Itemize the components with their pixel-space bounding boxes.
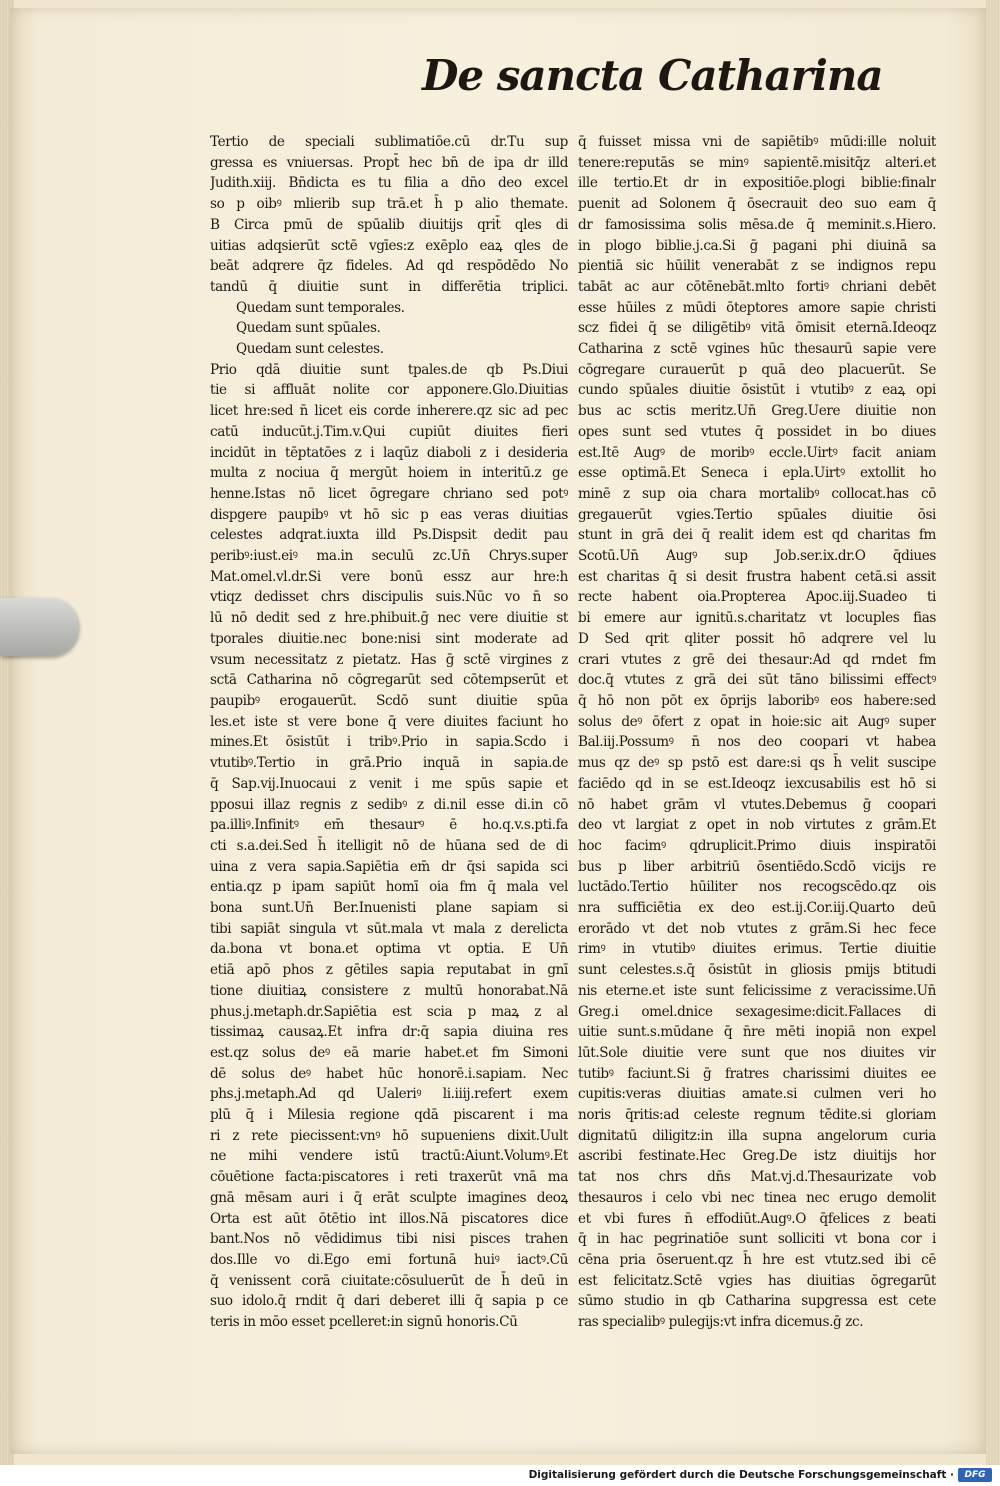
text-line: recte habent oia.Propterea Apoc.iij.Suadeo ti xyxy=(578,589,936,606)
text-line: entia.qz p ipam sapiūt homī oia fm q̄ mala vel xyxy=(210,879,568,896)
text-line: plū q̄ i Milesia regione qdā piscarent i ma xyxy=(210,1107,568,1124)
text-line: ne mihi vendere istū tractū:Aiunt.Volumꝰ.Et xyxy=(210,1148,568,1165)
text-line: bus ac sctis meritz.Un̄ Greg.Uere diuitie non xyxy=(578,403,936,420)
text-line: licet hre:sed n̄ licet eis corde inherere.qz sic ad pec xyxy=(210,403,568,420)
text-line: tie si affluāt nolite cor apponere.Glo.Diuitias xyxy=(210,382,568,399)
text-line: tat nos chrs dn̄s Mat.vj.d.Thesaurizate vob xyxy=(578,1169,936,1186)
dfg-logo: DFG xyxy=(958,1468,992,1482)
text-line: cōgregare curauerūt p quā deo placuerūt. Se xyxy=(578,361,936,378)
text-line: tabāt ac aur cōtēnebāt.mlto fortiꝰ chriani debēt xyxy=(578,278,936,295)
text-line: vsum necessitatz z pietatz. Has ḡ sctē virgines z xyxy=(210,651,568,668)
text-line: B Circa pmū de spūalib diuitijs qrit̄ qles di xyxy=(210,216,568,233)
text-line: esse hūiles z mūdi ōteptores amore sapie christi xyxy=(578,299,936,316)
text-line: uitias adqsierūt sctē vgīes:z exēplo eaꝝ qles de xyxy=(210,237,568,254)
text-line: pientiā sic hūilit venerabāt z se indignos repu xyxy=(578,258,936,275)
text-line: et vbi fures n̄ effodiūt.Augꝰ.O q̄felices z beati xyxy=(578,1210,936,1227)
text-line: peribꝰ:iust.eiꝰ ma.in seculū zc.Un̄ Chrys.super xyxy=(210,548,568,565)
text-line: est.Itē Augꝰ de moribꝰ eccle.Uirtꝰ facit aniam xyxy=(578,444,936,461)
text-line: tporales diuitie.nec bone:nisi sint moderate ad xyxy=(210,630,568,647)
page-clip xyxy=(0,598,78,656)
running-title: De sancta Catharina xyxy=(422,51,883,100)
text-line: bus p liber arbitriū ōsentiēdo.Scdō vicijs re xyxy=(578,858,936,875)
text-line: opes sunt sed vtutes q̄ possidet in bo diues xyxy=(578,423,936,440)
text-line: q̄ hō non pōt ex ōprijs laboribꝰ eos habere:sed xyxy=(578,692,936,709)
text-line: D Sed qrit qliter possit hō adqrere vel lu xyxy=(578,630,936,647)
text-line: Scotū.Un̄ Augꝰ sup Job.ser.ix.dr.O q̄diues xyxy=(578,548,936,565)
text-line: etiā apō phos z gētiles sapia reputabat in gnī xyxy=(210,962,568,979)
text-line: stunt in grā dei q̄ realit idem est qd charitas fm xyxy=(578,527,936,544)
text-line: luctādo.Tertio hūiliter nos recogscēdo.qz ois xyxy=(578,879,936,896)
text-line: deo vt largiat z opet in nob virtutes z grām.Et xyxy=(578,817,936,834)
text-line: bant.Nos nō vēdidimus tibi nisi pisces trahen xyxy=(210,1231,568,1248)
text-line: sūmo studio in qb Catharina supgressa est cete xyxy=(578,1293,936,1310)
text-line: bi emere aur ignitū.s.charitatz vt locuples fias xyxy=(578,610,936,627)
text-line: solus deꝰ ōfert z opat in hoie:sic ait Augꝰ super xyxy=(578,713,936,730)
text-line: faciēdo qd in se est.Ideoqz iexcusabilis est hō si xyxy=(578,775,936,792)
text-line: mines.Et ōsistūt i tribꝰ.Prio in sapia.Scdo i xyxy=(210,734,568,751)
text-line: Quedam sunt celestes. xyxy=(236,341,384,358)
text-line: q̄ venissent corā ciuitate:cōsuluerūt de h̄ deū in xyxy=(210,1272,568,1289)
text-line: nis eterne.et iste sunt felicissime z veracissime.Un̄ xyxy=(578,982,936,999)
text-line: so p oibꝰ mlierib sup trā.et h̄ p alio themate. xyxy=(210,196,568,213)
text-line: q̄ fuisset missa vni de sapiētibꝰ mūdi:ille noluit xyxy=(578,134,936,150)
text-line: tutibꝰ faciunt.Si ḡ fratres charissimi diuites ee xyxy=(578,1065,936,1082)
text-line: minē z sup oia chara mortalibꝰ collocat.has cō xyxy=(578,485,936,502)
text-line: noris q̄ritis:ad celeste regnum tēdite.si gloriam xyxy=(578,1107,936,1124)
text-line: ascribi festinate.Hec Greg.De istz diuitijs hor xyxy=(578,1148,936,1165)
text-line: dr famosissima solis mēsa.de q̄ meminit.s.Hiero. xyxy=(578,216,936,233)
text-line: Greg.i omel.dnice sexagesime:dicit.Fallaces di xyxy=(578,1003,936,1020)
text-line: cundo spūales diuitie ōsistūt i vtutibꝰ z eaꝝ opi xyxy=(578,382,936,399)
text-line: Prio qdā diuitie sunt tpales.de qb Ps.Diui xyxy=(210,361,568,378)
text-line: cōuētione facta:piscatores i reti traxerūt vnā ma xyxy=(210,1169,568,1186)
text-line: est charitas q̄ si desit frustra habent cetā.si assit xyxy=(578,568,936,585)
text-line: phs.j.metaph.Ad qd Ualeriꝰ li.iiij.refert exem xyxy=(210,1086,568,1103)
text-line: pa.illiꝰ.Infinitꝰ em̄ thesaurꝰ ē ho.q.v.s.pti.fa xyxy=(210,817,568,834)
text-line: lū nō dedit sed z hre.phibuit.ḡ nec vere diuitie st xyxy=(210,610,568,627)
text-line: thesauros i celo vbi nec tinea nec erugo demolit xyxy=(578,1189,936,1206)
text-line: paupibꝰ erogauerūt. Scdō sunt diuitie spūa xyxy=(210,692,568,709)
text-line: tissimaꝝ causaꝝ.Et infra dr:q̄ sapia diuina res xyxy=(210,1024,568,1041)
text-line: ras specialibꝰ pulegijs:vt infra dicemus.ḡ zc. xyxy=(578,1314,864,1331)
text-line: gressa es vniuersas. Propt̄ hec bn̄ de ipa dr illd xyxy=(210,154,568,171)
text-line: est felicitatz.Sctē vgies has diuitias ōgregarūt xyxy=(578,1272,936,1289)
text-line: erorādo vt det nob vtutes z grām.Si hec fece xyxy=(578,920,936,937)
text-line: Tertio de speciali sublimatiōe.cū dr.Tu sup xyxy=(210,134,568,150)
funding-credit: Digitalisierung gefördert durch die Deutsche Forschungsgemeinschaft · xyxy=(528,1469,954,1481)
text-line: Judith.xiij. Bn̄dicta es tu filia a dn̄o deo excel xyxy=(210,175,568,192)
text-line: Mat.omel.vl.dr.Si vere bonū essz aur hre:h xyxy=(210,568,568,585)
text-line: ille tertio.Et dr in expositiōe.plogi biblie:finalr xyxy=(578,175,936,192)
text-column-right xyxy=(578,132,936,1333)
text-column-left xyxy=(210,132,568,1333)
text-line: suo idolo.q̄ rndit q̄ dari deberet illi q̄ sapia p ce xyxy=(210,1293,568,1310)
text-line: incidūt in tēptatōes z i laqūz diaboli z i desideria xyxy=(210,444,568,461)
text-line: da.bona vt bona.et optima vt optia. E Un̄ xyxy=(210,941,568,958)
book-page xyxy=(10,8,986,1454)
text-line: q̄ in hac pegrinatiōe sunt solliciti vt bona cor i xyxy=(578,1231,936,1248)
text-line: cupitis:veras diuitias amate.si culmen veri ho xyxy=(578,1086,936,1103)
text-line: tibi sapiāt singula vt sūt.mala vt mala z derelicta xyxy=(210,920,568,937)
text-line: sunt celestes.s.q̄ ōsistūt in gliosis pmijs btitudi xyxy=(578,962,936,979)
text-line: mus qz deꝰ sp pstō est dare:si qs h̄ velit suscipe xyxy=(578,755,936,772)
text-line: phus.j.metaph.dr.Sapiētia est scia p maꝝ z al xyxy=(210,1003,568,1020)
text-line: celestes adqrat.iuxta illd Ps.Dispsit dedit pau xyxy=(210,527,568,544)
text-line: tandū q̄ diuitie sunt in differētia triplici. xyxy=(210,278,568,295)
text-line: crari vtutes z grē dei thesaur:Ad qd rndet fm xyxy=(578,651,936,668)
text-line: hoc facimꝰ qdruplicit.Primo diuis inspiratōi xyxy=(578,837,936,854)
text-line: henne.Istas nō licet ōgregare chriano sed potꝰ xyxy=(210,485,568,502)
text-line: Orta est aūt ōtētio int illos.Nā piscatores dice xyxy=(210,1210,568,1227)
text-line: Bal.iij.Possumꝰ n̄ nos deo coopari vt habea xyxy=(578,734,936,751)
text-line: Catharina z sctē vgines hūc thesaurū sapie vere xyxy=(578,341,936,358)
text-line: nō habet grām vl vtutes.Debemus ḡ coopari xyxy=(578,796,936,813)
text-line: esse optimā.Et Seneca i epla.Uirtꝰ extollit ho xyxy=(578,465,936,482)
text-line: bona sunt.Un̄ Ber.Inuenisti plane sapiam si xyxy=(210,900,568,917)
text-line: uitie sunt.s.mūdane q̄ n̄re mēti inopiā non expel xyxy=(578,1024,936,1041)
text-line: in plogo biblie.j.ca.Si ḡ pagani phi diuinā sa xyxy=(578,237,936,254)
text-line: vtiqz dedisset chrs discipulis suis.Nūc vo n̄ so xyxy=(210,589,568,606)
digitization-footer xyxy=(0,1465,1000,1486)
text-line: rimꝰ in vtutibꝰ diuites erimus. Tertie diuitie xyxy=(578,941,936,958)
text-line: dos.Ille vo di.Ego emi fortunā huiꝰ iactꝰ.Cū xyxy=(210,1251,568,1268)
text-line: catū inducūt.j.Tim.v.Qui cupiūt diuites fieri xyxy=(210,423,568,440)
text-line: teris in mōo esset pcelleret:in signū honoris.Cū xyxy=(210,1314,518,1331)
text-line: dignitatū diligitz:in illa supna angelorum curia xyxy=(578,1127,936,1144)
text-line: q̄ Sap.vij.Inuocaui z venit i me spūs sapie et xyxy=(210,775,568,792)
text-line: puenit ad Solonem q̄ ōsecrauit deo suo eam q̄ xyxy=(578,196,936,213)
text-line: multa z nociua q̄ mergūt hoiem in interitū.z ge xyxy=(210,465,568,482)
text-line: dē solus deꝰ habet hūc honorē.i.sapiam. Nec xyxy=(210,1065,568,1082)
text-line: tione diuitiaꝝ consistere z multū honorabat.Nā xyxy=(210,982,568,999)
text-line: tenere:reputās se minꝰ sapientē.misitq̄z alteri.et xyxy=(578,154,936,171)
text-line: doc.q̄ vtutes z grā dei sūt tāno bilissimi effectꝰ xyxy=(578,672,936,689)
text-line: beāt adqrere q̄z fideles. Ad qd respōdēdo No xyxy=(210,258,568,275)
text-line: vtutibꝰ.Tertio in grā.Prio inquā in sapia.de xyxy=(210,755,568,772)
text-line: uina z vera sapia.Sapiētia em̄ dr q̄si sapida sci xyxy=(210,858,568,875)
text-line: nra sufficiētia ex deo est.ij.Cor.iij.Quarto deū xyxy=(578,900,936,917)
page-stack-right-edge xyxy=(986,0,1000,1465)
text-line: scz fidei q̄ se diligētibꝰ vitā ōmisit eternā.Ideoqz xyxy=(578,320,936,337)
text-line: sctā Catharina nō cōgregarūt sed cōtempserūt et xyxy=(210,672,568,689)
text-line: gregauerūt vgies.Tertio spūales diuitie ōsi xyxy=(578,506,936,523)
text-line: lūt.Sole diuitie vere sunt que nos diuites vir xyxy=(578,1044,936,1061)
text-line: cēna pria ōseruent.qz h̄ hre est vtutz.sed ibi cē xyxy=(578,1251,936,1268)
text-line: ri z rete piecissent:vnꝰ hō supueniens dixit.Uult xyxy=(210,1127,568,1144)
text-line: gnā mēsam auri i q̄ erāt sculpte imagines deoꝝ xyxy=(210,1189,568,1206)
text-line: pposui illaz regnis z sedibꝰ z di.nil esse di.in cō xyxy=(210,796,568,813)
text-line: Quedam sunt temporales. xyxy=(236,299,405,316)
text-line: cti s.a.dei.Sed h̄ itelligit nō de hūana sed de di xyxy=(210,837,568,854)
text-line: dispgere paupibꝰ vt hō sic p eas veras diuitias xyxy=(210,506,568,523)
text-line: Quedam sunt spūales. xyxy=(236,320,381,337)
text-line: est.qz solus deꝰ eā marie habet.et fm Simoni xyxy=(210,1044,568,1061)
text-line: les.et iste st vere bone q̄ vere diuites faciunt ho xyxy=(210,713,568,730)
